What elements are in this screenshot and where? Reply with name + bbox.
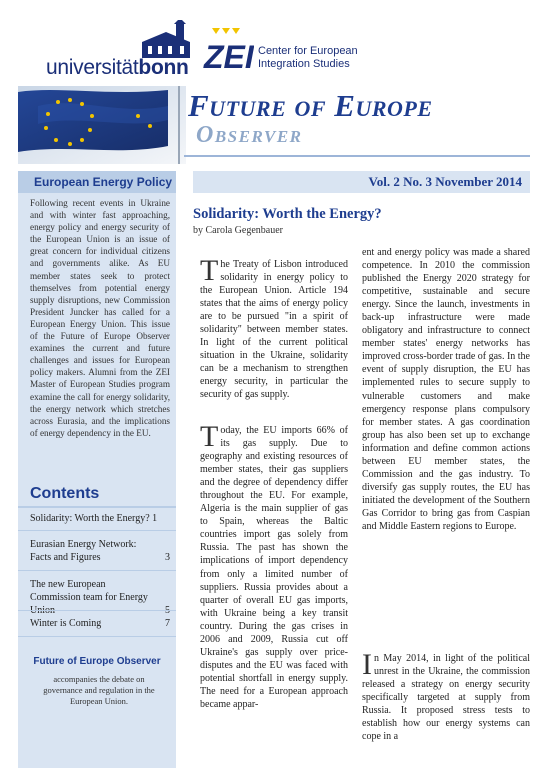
masthead-title: Future of Europe [188, 88, 433, 123]
contents-rule [18, 506, 176, 508]
toc-divider [18, 636, 176, 637]
article-paragraph [200, 420, 348, 711]
university-name: universitätbonn [46, 56, 189, 79]
zei-logo [202, 26, 254, 72]
article-paragraph [362, 648, 530, 743]
contents-heading: Contents [30, 485, 100, 502]
drop-cap: T [200, 254, 219, 287]
contents-box [18, 482, 176, 768]
eu-flag-image [18, 86, 186, 164]
sidebar-heading: European Energy Policy [18, 171, 176, 193]
zei-caption [258, 45, 358, 71]
issue-label: Vol. 2 No. 3 November 2014 [368, 174, 522, 189]
toc-divider [18, 530, 176, 531]
header [0, 0, 543, 84]
toc-item[interactable] [30, 617, 174, 630]
toc-divider [18, 610, 176, 611]
drop-cap: T [200, 420, 219, 453]
toc-page: 7 [165, 618, 170, 629]
paragraph-text: n May 2014, in light of the political unrest in the Ukraine, the commission released a strategy on energy security specifically targeted at supply from Russia. It proposed stress tests to establish how our energy systems can cope in a [362, 653, 530, 743]
zei-caption-line2: Integration Studies [258, 58, 350, 70]
zei-caption-line1: Center for European [258, 45, 358, 57]
university-bonn-logo [46, 20, 196, 79]
article-byline: by Carola Gegenbauer [193, 225, 283, 236]
article-title: Solidarity: Worth the Energy? [193, 206, 382, 222]
toc-item[interactable] [30, 538, 174, 564]
masthead-subtitle: Observer [196, 122, 303, 148]
toc-title: Eurasian Energy Network: Facts and Figures [30, 539, 137, 563]
toc-page: 1 [152, 513, 158, 524]
toc-item[interactable] [30, 512, 174, 525]
issue-bar [193, 171, 530, 193]
toc-title: The new European Commission team for Energy [30, 579, 148, 603]
article-column-2: ent and energy policy was made a shared competence. In 2010 the commission published the Energy 2020 strategy for competitive, sustainable and secure energy. Since the launch, investments in back-up infrastructure were made obligatory and infrastructure to connect member states' energy networks has improved cross-border trade of gas. In the event of supply disruption, the EU has implemented rules to secure supply to vulnerable customers and make emergency response plans compulsory for member states. A gas coordination group has also been set up to exchange information and define common actions between EU member states, the Commission and the gas industry. To diversify gas supply routes, the EU has initiated the development of the Southern Gas Corridor to bring gas from Caspian and Middle Eastern regions to Europe. [362, 247, 530, 532]
paragraph-text: he Treaty of Lisbon introduced solidarity in energy policy to the European Union. Article 194 states that the aims of energy policy are to be pursued "in a spirit of solidarity" between member states. In light of the current political situation in the Ukraine, solidarity can be a mechanism to strengthen energy security, in particular the security of gas supply. [200, 259, 348, 401]
toc-title: Winter is Coming [30, 618, 102, 629]
foe-description: accompanies the debate on governance and regulation in the European Union. [43, 674, 155, 706]
paragraph-text: oday, the EU imports 66% of its gas supply. Due to geography and existing resources of member states, their gas suppliers and the degree of dependency differ throughout the EU. For example, Algeria is the main supplier of gas to Spain, whereas the Baltic countries import gas solely from Russia. The past has shown the implications of import dependency from only a limited number of suppliers. Russia provides about a quarter of overall EU gas imports, with Ukraine being a key transit country. During the gas crises in 2006 and 2009, Russia cut off Ukraine's gas supply over price-disputes and the EU was faced with potential shortfall in energy supply. The need for a European approach became appar- [200, 425, 348, 710]
toc-page: 3 [165, 552, 170, 563]
foe-heading: Future of Europe Observer [33, 656, 161, 667]
zei-wordmark: ZEI [204, 39, 254, 72]
toc-divider [18, 570, 176, 571]
masthead-rule [184, 155, 530, 157]
article-paragraph [200, 254, 348, 402]
university-building-icon [136, 20, 196, 60]
sidebar-intro: Following recent events in Ukraine and with winter fast approaching, energy policy and energy security of the European Union is an issue of great concern for individual citizens and governments alike. As EU member states seek to protect themselves from potential energy supply disruptions, new Commission President Juncker has called for a European Energy Union. This issue of the Future of Europe Observer examines the current and future challenges and issues for European policy makers. Alumni from the ZEI Master of European Studies program examine the call for energy solidarity, the energy network which stretches across Eurasia, and the implications of energy dependency in the EU. [30, 198, 170, 438]
toc-title: Solidarity: Worth the Energy? [30, 513, 150, 524]
drop-cap: I [362, 648, 372, 681]
toc-item[interactable] [30, 578, 174, 617]
